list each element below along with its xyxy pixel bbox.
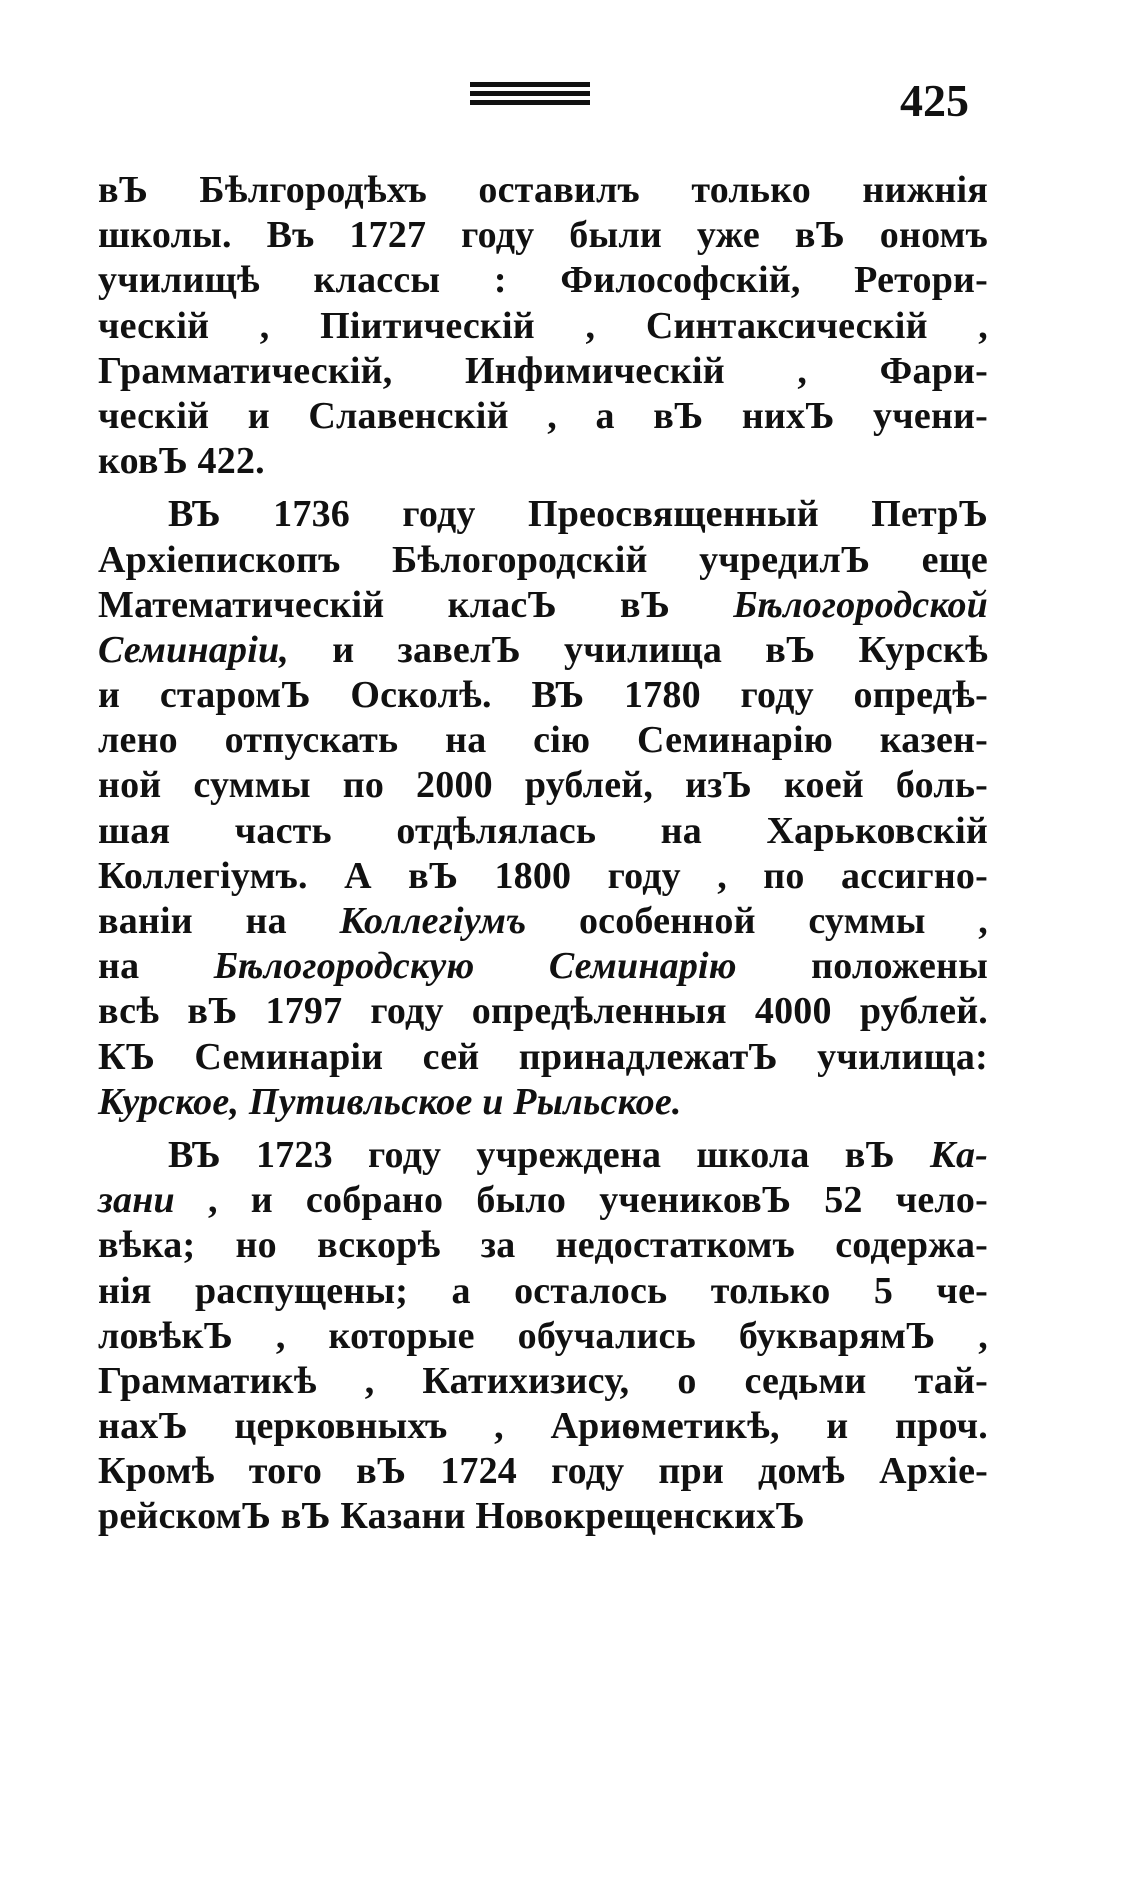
text-segment: ВЪ 1736 году Преосвященный ПетрЪ: [168, 493, 988, 536]
text-line: [98, 168, 988, 212]
text-line: [98, 899, 988, 943]
paragraph-gap: [98, 1125, 988, 1133]
ornament-bar: [470, 91, 590, 96]
text-line: [98, 1080, 988, 1124]
text-segment: нахЪ церковныхъ , Ариѳметикѣ, и проч.: [98, 1405, 988, 1448]
text-line: [98, 304, 988, 348]
italic-text: Бѣлогородской: [733, 583, 988, 626]
text-segment: ческій и Славенскій , а вЪ нихЪ учени-: [98, 394, 988, 437]
text-segment: училищѣ классы : Философскій, Ретори-: [98, 259, 988, 302]
paragraph: [98, 1133, 988, 1539]
text-segment: ваніи на: [98, 900, 340, 942]
text-segment: нія распущены; а осталось только 5 че-: [98, 1269, 988, 1312]
text-segment: ной суммы по 2000 рублей, изЪ коей боль-: [98, 764, 988, 807]
text-segment: особенной суммы ,: [526, 900, 988, 942]
text-segment: КЪ Семинаріи сей принадлежатЪ училища:: [98, 1035, 988, 1078]
text-segment: Грамматическій, Инфимическій , Фари-: [98, 349, 988, 392]
paragraph: [98, 168, 988, 483]
text-line: [98, 1359, 988, 1403]
text-line: [98, 989, 988, 1033]
text-line: [98, 854, 988, 898]
italic-text: Коллегіумъ: [339, 900, 527, 942]
text-segment: Математическій класЪ вЪ: [98, 583, 734, 626]
text-segment: ловѣкЪ , которые обучались букварямЪ ,: [98, 1314, 988, 1357]
text-segment: , и собрано было учениковЪ 52 чело-: [174, 1179, 988, 1222]
text-line: [98, 944, 988, 988]
italic-text: Бѣлогородскую Семинарію: [213, 945, 737, 988]
paragraph-gap: [98, 484, 988, 492]
text-segment: всѣ вЪ 1797 году опредѣленныя 4000 рублей.: [98, 990, 988, 1033]
ornament-bar: [470, 100, 590, 105]
paragraph: [98, 492, 988, 1123]
text-line: [98, 258, 988, 302]
text-line: [98, 1449, 988, 1493]
text-segment: на: [98, 945, 214, 988]
text-line: [98, 1223, 988, 1267]
ornament-bar: [470, 82, 590, 87]
text-line: [98, 394, 988, 438]
text-line: [98, 763, 988, 807]
page-number: 425: [900, 75, 969, 126]
text-segment: ВЪ 1723 году учреждена школа вЪ: [168, 1133, 930, 1176]
text-line: [98, 213, 988, 257]
italic-text: Курское, Путивльское и Рыльское.: [98, 1080, 682, 1123]
text-line: [98, 628, 988, 672]
text-line: [98, 1178, 988, 1222]
text-line: [98, 809, 988, 853]
text-segment: школы. Въ 1727 году были уже вЪ ономъ: [98, 214, 988, 257]
text-line: [98, 1035, 988, 1079]
text-line: [98, 718, 988, 762]
italic-text: Семинаріи,: [98, 628, 289, 671]
text-segment: и старомЪ Осколѣ. ВЪ 1780 году опредѣ-: [98, 674, 988, 717]
text-segment: шая часть отдѣлялась на Харьковскій: [98, 809, 988, 852]
text-segment: ковЪ 422.: [98, 440, 265, 483]
text-line: [98, 673, 988, 717]
text-segment: ческій , Піитическій , Синтаксическій ,: [98, 304, 988, 347]
text-line: [98, 583, 988, 627]
italic-text: зани: [98, 1179, 175, 1222]
text-segment: вЪ Бѣлгородѣхъ оставилъ только нижнія: [98, 169, 988, 211]
text-line: [98, 1269, 988, 1313]
text-segment: и завелЪ училища вЪ Курскѣ: [288, 628, 988, 671]
italic-text: Ка-: [929, 1133, 988, 1176]
text-line: [98, 1314, 988, 1358]
text-segment: положены: [736, 945, 988, 988]
text-segment: Коллегіумъ. А вЪ 1800 году , по ассигно-: [98, 854, 988, 897]
text-segment: рейскомЪ вЪ Казани НовокрещенскихЪ: [98, 1495, 805, 1538]
text-segment: Грамматикѣ , Катихизису, о седьми тай-: [98, 1359, 988, 1402]
text-segment: вѣка; но вскорѣ за недостаткомъ содержа-: [98, 1224, 988, 1267]
body-text: [98, 168, 988, 1540]
text-segment: Архіепископъ Бѣлогородскій учредилЪ еще: [98, 538, 988, 581]
text-line: [98, 492, 988, 536]
text-line: [98, 1133, 988, 1177]
text-line: [98, 538, 988, 582]
header-ornament-rule: [470, 82, 590, 106]
text-segment: Кромѣ того вЪ 1724 году при домѣ Архіе-: [98, 1450, 988, 1493]
text-line: [98, 439, 988, 483]
text-line: [98, 349, 988, 393]
text-segment: лено отпускать на сію Семинарію казен-: [98, 719, 988, 762]
text-line: [98, 1404, 988, 1448]
text-line: [98, 1494, 988, 1538]
